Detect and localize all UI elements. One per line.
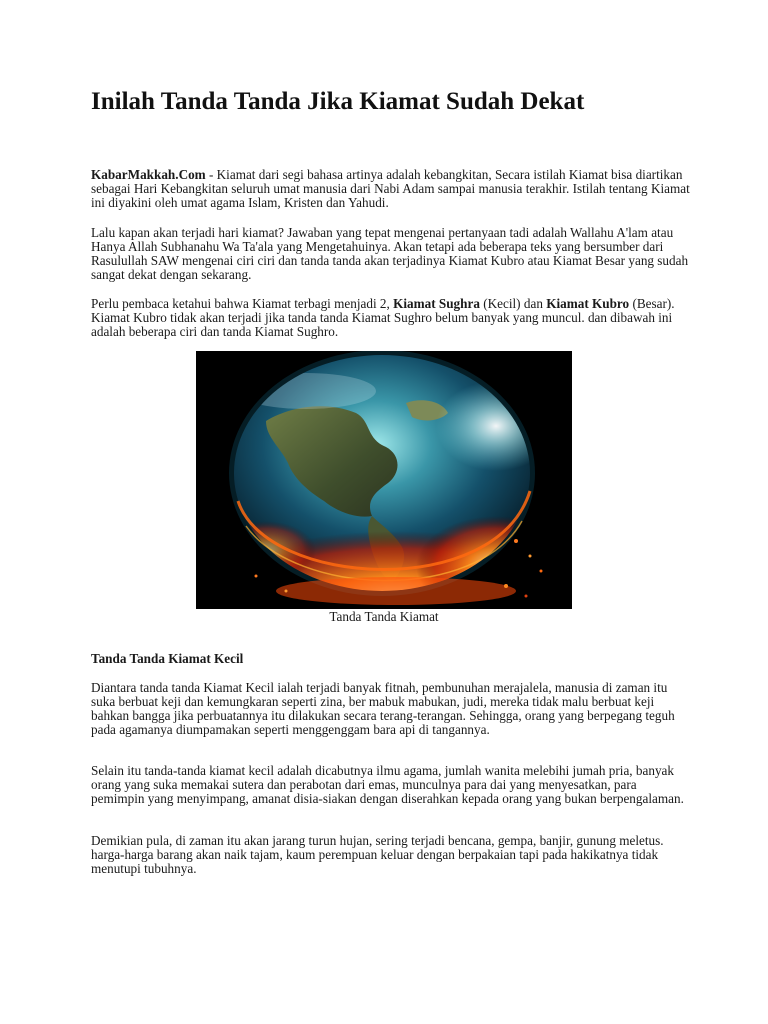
intro-text: - Kiamat dari segi bahasa artinya adalah kebangkitan, Secara istilah Kiamat bisa diartikan sebagai Hari Kebangkitan seluruh umat manusia dari Nabi Adam sampai manusia terakhir. Istilah tentang Kiamat ini diyakini oleh umat agama Islam, Kristen dan Yahudi. bbox=[91, 167, 690, 210]
figure-caption: Tanda Tanda Kiamat bbox=[329, 609, 439, 624]
paragraph-5: Selain itu tanda-tanda kiamat kecil adalah dicabutnya ilmu agama, jumlah wanita melebihi jumah pria, banyak orang yang suka memakai sutera dan perabotan dari emas, munculnya para dai yang menyesatkan, para pemimpin yang menyimpang, amanat disia-siakan dengan diserahkan kepada orang yang bukan berpengalaman. bbox=[91, 763, 684, 806]
section-heading: Tanda Tanda Kiamat Kecil bbox=[91, 651, 244, 666]
paragraph-3-text-1: Perlu pembaca ketahui bahwa Kiamat terbagi menjadi 2, bbox=[91, 296, 394, 311]
kiamat-kubro-term: Kiamat Kubro bbox=[546, 296, 630, 311]
globe-illustration bbox=[196, 351, 572, 609]
kiamat-sughra-term: Kiamat Sughra bbox=[393, 296, 480, 311]
burning-earth-image bbox=[196, 351, 572, 609]
intro-paragraph bbox=[91, 168, 691, 210]
paragraph-4: Diantara tanda tanda Kiamat Kecil ialah terjadi banyak fitnah, pembunuhan merajalela, manusia di zaman itu suka berbuat keji dan kemungkaran seperti zina, ber mabuk mabukan, judi, mereka tidak malu berbuat keji bahkan bangga jika perbuatannya itu dilakukan secara terang-terangan. Sehingga, orang yang berpegang teguh pada agamanya diumpamakan seperti menggenggam bara api di tangannya. bbox=[91, 680, 675, 737]
paragraph-6: Demikian pula, di zaman itu akan jarang turun hujan, sering terjadi bencana, gempa, banjir, gunung meletus. harga-harga barang akan naik tajam, kaum perempuan keluar dengan berpakaian tapi pada hakikatnya tidak menutupi tubuhnya. bbox=[91, 833, 664, 876]
paragraph-2: Lalu kapan akan terjadi hari kiamat? Jawaban yang tepat mengenai pertanyaan tadi adalah Wallahu A'lam atau Hanya Allah Subhanahu Wa Ta'ala yang Mengetahuinya. Akan tetapi ada beberapa teks yang bersumber dari Rasulullah SAW mengenai ciri ciri dan tanda tanda akan terjadinya Kiamat Kubro atau Kiamat Besar yang sudah sangat dekat dengan sekarang. bbox=[91, 225, 689, 282]
article-title: Inilah Tanda Tanda Jika Kiamat Sudah Dekat bbox=[91, 88, 585, 115]
paragraph-3-text-3: (Besar). Kiamat Kubro tidak akan terjadi jika tanda tanda Kiamat Sughro belum banyak yang muncul. dan dibawah ini adalah beberapa ciri dan tanda Kiamat Sughro. bbox=[91, 296, 675, 339]
paragraph-3-text-2: (Kecil) dan bbox=[479, 296, 547, 311]
source-name: KabarMakkah.Com bbox=[91, 167, 206, 182]
paragraph-3 bbox=[91, 297, 691, 339]
